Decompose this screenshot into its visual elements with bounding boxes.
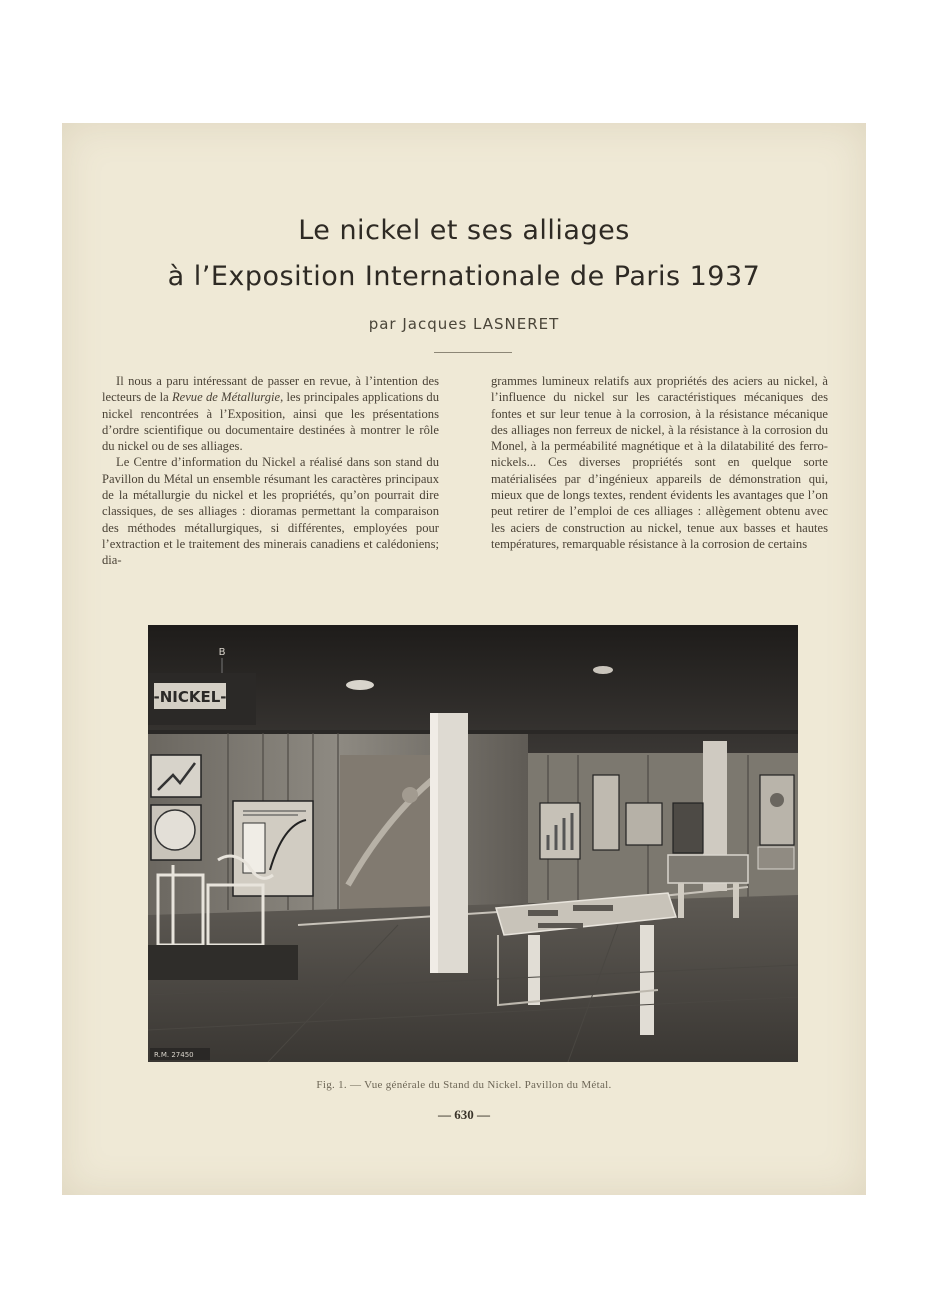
text-column-left (102, 373, 439, 569)
sign-letter: B (218, 647, 226, 658)
title-divider (434, 352, 512, 353)
negative-number-plate: R.M. 27450 (154, 1051, 194, 1059)
paragraph-centre-information: Le Centre d’information du Nickel a réalisé dans son stand du Pavillon du Métal un ensemble résumant les caractères principaux de la métallurgie du nickel et les propriétés, qu’on pourrait dire classiques, de ses alliages : dioramas permettant la comparaison des méthodes métallurgiques, si différentes, employées pour l’extraction et le traitement des minerais canadiens et calédoniens; dia- (102, 455, 439, 568)
article-title-line-1: Le nickel et ses alliages (298, 215, 630, 246)
figure-caption: Fig. 1. — Vue générale du Stand du Nickel. Pavillon du Métal. (316, 1079, 612, 1091)
paragraph-intro-text-end: , les principales applications du nickel rencontrées à l’Exposition, ainsi que les présentations d’ordre scientifique ou documentaire destinées à montrer le rôle du nickel ou de ses alliages. (102, 390, 439, 454)
paragraph-continued: grammes lumineux relatifs aux propriétés des aciers au nickel, à l’influence du nickel sur les caractéristiques mécaniques des fontes et sur leur tenue à la corrosion, à la résistance mécanique des alliages non ferreux de nickel, à la résistance à la corrosion du Monel, à la perméabilité magnétique et à la dilatabilité des ferro-nickels... Ces diverses propriétés sont en quelque sorte matérialisées par d’ingénieux appareils de démonstration qui, mieux que de longs textes, rendent évidents les avantages que l’on peut retirer de l’emploi de ces alliages : allègement obtenu avec les aciers de construction au nickel, tenue aux basses et hautes températures, remarquable résistance à la corrosion de certains (491, 374, 828, 551)
document-page (62, 123, 866, 1195)
text-column-right (491, 373, 828, 552)
paragraph-intro-text: Il nous a paru intéressant de passer en revue, à l’intention des lecteurs de la (102, 374, 439, 405)
exhibition-photo (148, 625, 798, 1062)
journal-name: Revue de Métallurgie (171, 390, 281, 405)
page-number: — 630 — (438, 1107, 490, 1122)
exhibition-photo-illustration (148, 625, 798, 1062)
paragraph-intro (102, 373, 439, 454)
nickel-sign-text: -NICKEL- (153, 688, 227, 706)
article-title-line-2: à l’Exposition Internationale de Paris 1937 (167, 261, 761, 292)
article-author: par Jacques LASNERET (368, 315, 560, 333)
